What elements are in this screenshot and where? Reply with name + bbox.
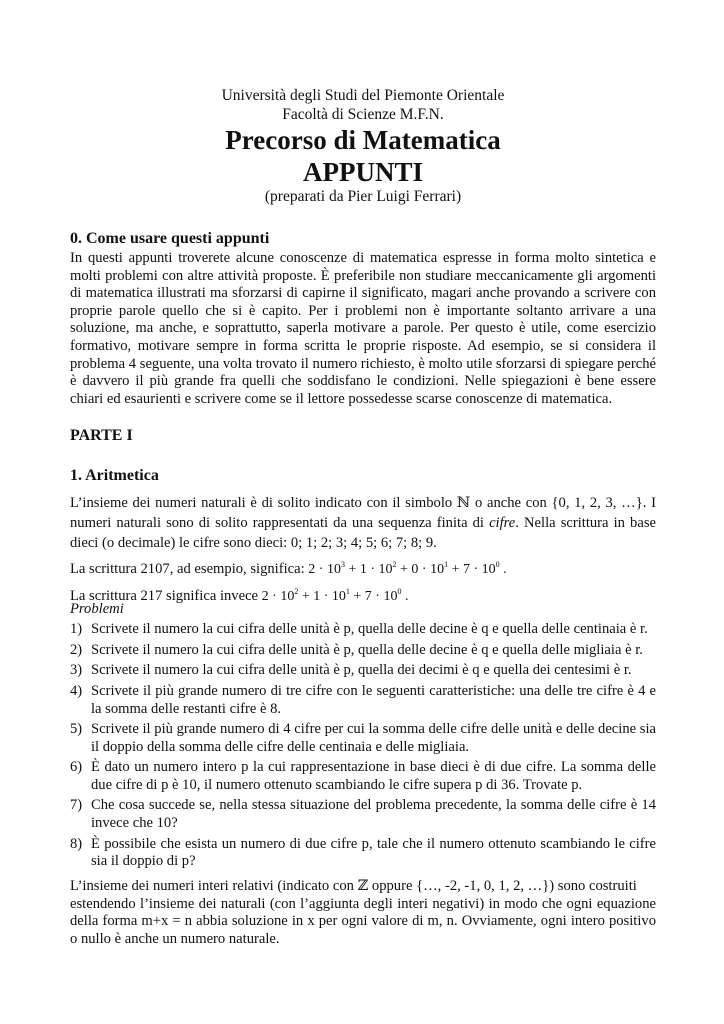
problem-item: 5) Scrivete il più grande numero di 4 cifre per cui la somma delle cifre delle unità e delle decine sia il doppio della somma delle cifre delle centinaia e delle migliaia. xyxy=(70,721,656,755)
title-line-2: APPUNTI xyxy=(303,157,423,187)
faculty-name: Facoltà di Scienze M.F.N. xyxy=(282,106,444,123)
problem-item: 8) È possibile che esista un numero di due cifre p, tale che il numero ottenuto scambiando le cifre sia il doppio di p? xyxy=(70,835,656,869)
formula-2107: $2 \cdot 10^3 + 1 \cdot 10^2 + 0 \cdot 10^1 + 7 \cdot 10^0$ . xyxy=(308,560,507,577)
section-0-heading: 0. Come usare questi appunti xyxy=(70,230,270,247)
integers-rest: estendendo l’insieme dei naturali (con l’aggiunta degli interi negativi) in modo che ogni equazione della forma m+x = n abbia soluzione in x per ogni valore di m, n. Ovviamente, ogni intero positivo o nullo è anche un numero naturale. xyxy=(70,896,656,947)
part-heading: PARTE I xyxy=(70,427,133,444)
university-name: Università degli Studi del Piemonte Orientale xyxy=(221,87,505,104)
italic-term: cifre xyxy=(489,515,516,531)
example-2107: La scrittura 2107, ad esempio, significa: $2 \cdot 10^3 + 1 \cdot 10^2 + 0 \cdot 10^1 + 7 \cdot 10^0$ . xyxy=(70,560,507,577)
problem-item: 4) Scrivete il più grande numero di tre cifre con le seguenti caratteristiche: una delle tre cifre è 4 e la somma delle restanti cifre è 8. xyxy=(70,683,656,717)
problem-item: 3) Scrivete il numero la cui cifra delle unità è p, quella dei decimi è q e quella dei centesimi è r. xyxy=(70,662,632,679)
section-0-paragraph: In questi appunti troverete alcune conoscenze di matematica espresse in forma molto sintetica e molti problemi con altre attività proposte. È preferibile non studiare meccanicamente gli argomenti di matematica illustrati ma sforzarsi di capirne il significato, magari anche provando a scrivere con proprie parole quello che si è capito. Per i problemi non è importante soltanto arrivare a una soluzione, ma anche, e soprattutto, saperla motivare a parole. Per questo è utile, come esercizio formativo, motivare sempre in forma scritta le proprie risposte. Ad esempio, se si considera il problema 4 seguente, una volta trovato il numero richiesto, è molto utile sforzarsi di spiegare perché è davvero il più grande fra quelli che soddisfano le condizioni. Nelle spiegazioni è bene essere chiari ed esaurienti e scrivere come se il lettore possedesse scarse conoscenze di matematica. xyxy=(70,250,656,407)
arithmetic-intro xyxy=(70,493,656,609)
integers-paragraph xyxy=(70,876,656,948)
problems-list xyxy=(70,621,656,874)
section-1-heading: 1. Aritmetica xyxy=(70,467,159,484)
document-header xyxy=(70,86,656,124)
formula-217: $2 \cdot 10^2 + 1 \cdot 10^1 + 7 \cdot 10^0$ . xyxy=(261,587,409,604)
example-217: La scrittura 217 significa invece $2 \cdot 10^2 + 1 \cdot 10^1 + 7 \cdot 10^0$ . xyxy=(70,587,409,604)
problem-item: 7) Che cosa succede se, nella stessa situazione del problema precedente, la somma delle cifre è 14 invece che 10? xyxy=(70,797,656,831)
document-title xyxy=(70,124,656,188)
problem-item: 6) È dato un numero intero p la cui rappresentazione in base dieci è di due cifre. La somma delle due cifre di p è 10, il numero ottenuto scambiando le cifre supera p di 36. Trovate p. xyxy=(70,759,656,793)
problem-item: 2) Scrivete il numero la cui cifra delle unità è p, quella delle decine è q e quella delle migliaia è r. xyxy=(70,641,643,658)
naturals-paragraph: L’insieme dei numeri naturali è di solito indicato con il simbolo ℕ o anche con {0, 1, 2, 3, …}. I numeri naturali sono di solito rappresentati da una sequenza finita di cifre. Nella scrittura in base dieci (o decimale) le cifre sono dieci: 0; 1; 2; 3; 4; 5; 6; 7; 8; 9. xyxy=(70,495,656,551)
integers-line-1: L’insieme dei numeri interi relativi (indicato con ℤ oppure {…, -2, -1, 0, 1, 2, …}) sono costruiti xyxy=(70,878,637,894)
title-line-1: Precorso di Matematica xyxy=(225,125,501,155)
problems-heading: Problemi xyxy=(70,601,124,617)
problem-item: 1) Scrivete il numero la cui cifra delle unità è p, quella delle decine è q e quella delle centinaia è r. xyxy=(70,621,648,637)
author-line: (preparati da Pier Luigi Ferrari) xyxy=(264,188,462,205)
